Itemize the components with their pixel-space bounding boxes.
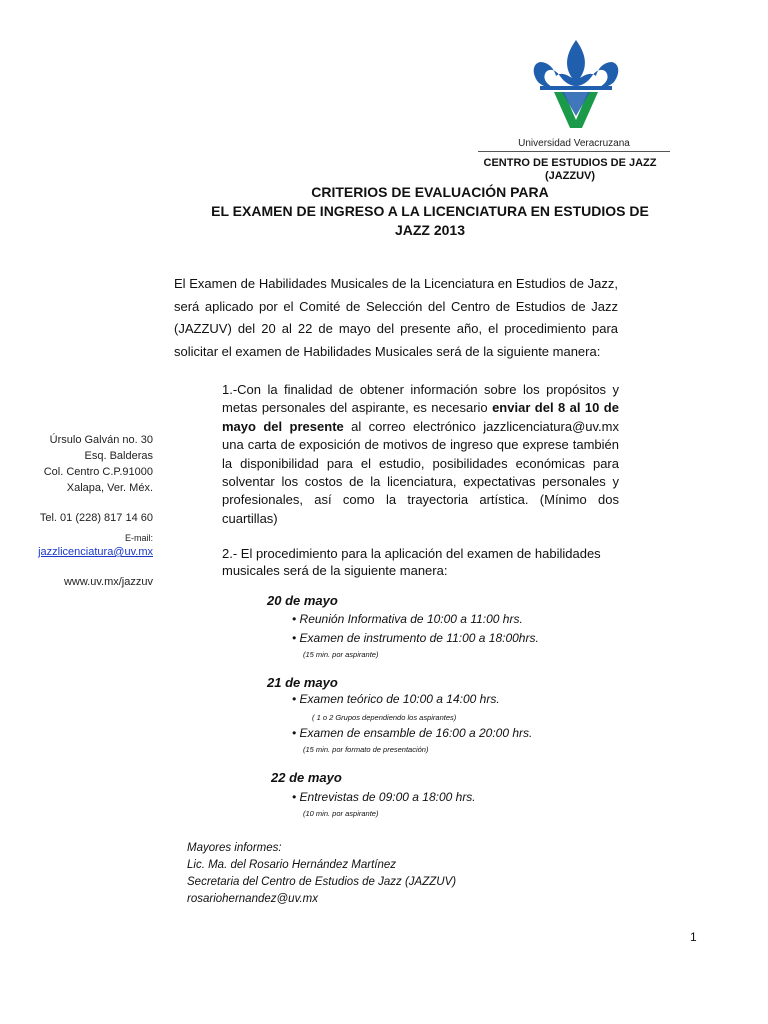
center-name-line2: (JAZZUV) — [544, 170, 596, 182]
center-name — [470, 157, 670, 183]
point-1-text-start: 1.-Con la finalidad de obtener información sobre los propósitos y metas personales del aspirante, es necesario — [222, 382, 619, 416]
day1-item1: • Reunión Informativa de 10:00 a 11:00 hrs. — [292, 612, 523, 626]
university-name: Universidad Veracruzana — [518, 138, 630, 149]
address-line4: Xalapa, Ver. Méx. — [66, 482, 153, 494]
title-line2: EL EXAMEN DE INGRESO A LA LICENCIATURA EN ESTUDIOS DE — [211, 203, 649, 219]
more-info-block — [187, 840, 456, 908]
day1-title: 20 de mayo — [267, 593, 338, 608]
email-label: E-mail: — [124, 533, 153, 543]
day2-item2: • Examen de ensamble de 16:00 a 20:00 hrs. — [292, 726, 533, 740]
website-link[interactable]: www.uv.mx/jazzuv — [63, 576, 153, 588]
document-title — [170, 183, 690, 240]
contact-block — [20, 432, 153, 590]
point-1-deadline: enviar del 8 al 10 de mayo del presente — [222, 400, 619, 434]
center-name-line1: CENTRO DE ESTUDIOS DE JAZZ — [483, 157, 657, 169]
info-line1: Mayores informes: — [187, 842, 282, 854]
phone-number: Tel. 01 (228) 817 14 60 — [39, 512, 153, 524]
day2-item1: • Examen teórico de 10:00 a 14:00 hrs. — [292, 692, 500, 706]
address-line3: Col. Centro C.P.91000 — [43, 466, 153, 478]
day1-note2: (15 min. por aspirante) — [303, 650, 379, 659]
point-2-paragraph: 2.- El procedimiento para la aplicación del examen de habilidades musicales será de la siguiente manera: — [222, 546, 601, 578]
day2-note2: (15 min. por formato de presentación) — [303, 745, 429, 754]
intro-paragraph: El Examen de Habilidades Musicales de la Licenciatura en Estudios de Jazz, será aplicado por el Comité de Selección del Centro de Estudios de Jazz (JAZZUV) del 20 al 22 de mayo del presente año, el procedimiento para solicitar el examen de Habilidades Musicales será de la siguiente manera: — [174, 276, 618, 359]
info-line2: Lic. Ma. del Rosario Hernández Martínez — [187, 859, 397, 871]
address-line2: Esq. Balderas — [84, 450, 153, 462]
info-line3: Secretaria del Centro de Estudios de Jazz (JAZZUV) — [187, 876, 457, 888]
header-divider — [478, 151, 670, 152]
page-number: 1 — [690, 930, 697, 944]
title-line3: JAZZ 2013 — [394, 222, 466, 238]
day3-title: 22 de mayo — [271, 770, 342, 785]
day2-title: 21 de mayo — [267, 675, 338, 690]
address-line1: Úrsulo Galván no. 30 — [49, 434, 153, 446]
point-1-paragraph — [222, 381, 619, 528]
title-line1: CRITERIOS DE EVALUACIÓN PARA — [311, 184, 549, 200]
email-link[interactable]: jazzlicenciatura@uv.mx — [38, 546, 153, 558]
point-1-text-end: al correo electrónico jazzlicenciatura@uv.mx una carta de exposición de motivos de ingreso que exprese también la disponibilidad para el estudio, posibilidades económicas para solventar los costos de la licenciatura, expectativas personales y profesionales, así como la trayectoria artística. (Mínimo dos cuartillas) — [222, 418, 619, 526]
university-logo — [526, 36, 626, 136]
day3-note1: (10 min. por aspirante) — [303, 809, 379, 818]
day2-note1: ( 1 o 2 Grupos dependiendo los aspirantes) — [312, 713, 457, 722]
day3-item1: • Entrevistas de 09:00 a 18:00 hrs. — [292, 790, 476, 804]
day1-item2: • Examen de instrumento de 11:00 a 18:00hrs. — [292, 631, 539, 645]
info-email[interactable]: rosariohernandez@uv.mx — [187, 893, 318, 905]
